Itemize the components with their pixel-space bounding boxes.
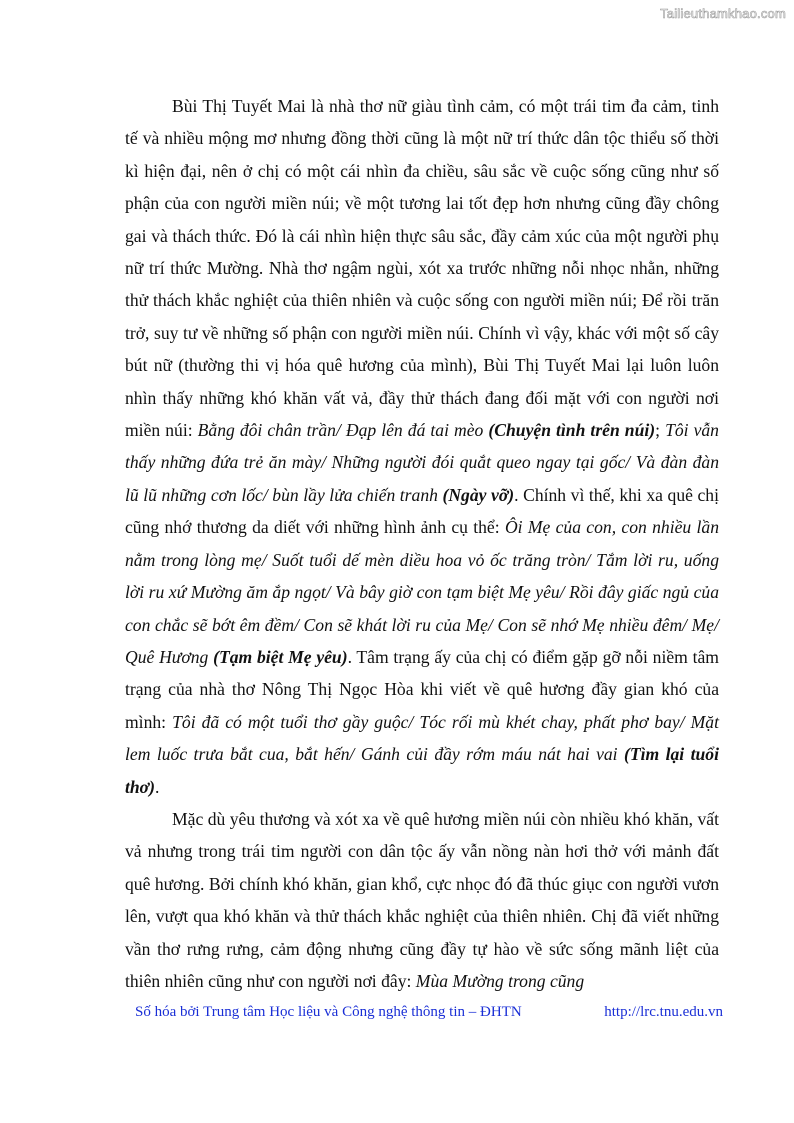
title-chuyen-tinh-tren-nui: (Chuyện tình trên núi) [488, 420, 656, 441]
text-run: Bùi Thị Tuyết Mai là nhà thơ nữ giàu tình cảm, có một trái tim đa cảm, tinh tế và nhiều mộng mơ nhưng đồng thời cũng là một nữ trí thức dân tộc thiểu số thời kì hiện đại, nên ở chị có một cái nhìn đa chiều, sâu sắc về cuộc sống cũng như số phận của con người miền núi; về một tương lai tốt đẹp hơn nhưng cũng đầy chông gai và thách thức. Đó là cái nhìn hiện thực sâu sắc, đầy cảm xúc của một người phụ nữ trí thức Mường. Nhà thơ ngậm ngùi, xót xa trước những nỗi nhọc nhằn, những thử thách khắc nghiệt của thiên nhiên và cuộc sống con người miền núi; Để rồi trăn trở, suy tư về những số phận con người miền núi. Chính vì vậy, khác với một số cây bút nữ (thường thi vị hóa quê hương của mình), Bùi Thị Tuyết Mai lại luôn luôn nhìn thấy những khó khăn vất vả, đầy thử thách đang đối mặt với con người nơi miền núi: [125, 96, 719, 441]
title-tim-lai-tuoi-tho: (Tìm lại tuổi thơ) [125, 744, 719, 797]
footer-url-link[interactable]: http://lrc.tnu.edu.vn [604, 1004, 723, 1020]
paragraph-1 [125, 90, 719, 803]
quote-mua-muong: Mùa Mường trong cũng [415, 970, 585, 991]
quote-ngay-vo: Tôi vẫn thấy những đứa trẻ ăn mày/ Những người đói quắt queo ngay tại gốc/ Và đàn đàn lũ lũ những cơn lốc/ bùn lầy lửa chiến tranh [125, 420, 719, 505]
title-tam-biet-me-yeu: (Tạm biệt Mẹ yêu) [213, 646, 348, 667]
quote-chuyen-tinh-tren-nui: Bằng đôi chân trần/ Đạp lên đá tai mèo [197, 420, 484, 441]
text-run: . [154, 776, 160, 797]
text-run: Mặc dù yêu thương và xót xa về quê hương miền núi còn nhiều khó khăn, vất vả nhưng trong trái tim người con dân tộc ấy vẫn nồng nàn hơi thở với mảnh đất quê hương. Bởi chính khó khăn, gian khổ, cực nhọc đó đã thúc giục con người vươn lên, vượt qua khó khăn và thử thách khắc nghiệt của thiên nhiên. Chị đã viết những vần thơ rưng rưng, cảm động nhưng cũng đầy tự hào về sức sống mãnh liệt của thiên nhiên cũng như con người nơi đây: [125, 808, 719, 991]
watermark: Tailieuthamkhao.com [660, 6, 786, 21]
quote-tim-lai-tuoi-tho: Tôi đã có một tuổi thơ gầy guộc/ Tóc rối mù khét chay, phất phơ bay/ Mặt lem luốc trưa bắt cua, bắt hến/ Gánh củi đầy rớm máu nát hai vai [125, 711, 719, 765]
paragraph-2 [125, 803, 719, 997]
document-body [125, 90, 719, 997]
quote-tam-biet-me-yeu: Ôi Mẹ của con, con nhiều lần nằm trong lòng mẹ/ Suốt tuổi dế mèn diều hoa vỏ ốc trăng tròn/ Tắm lời ru, uống lời ru xứ Mường ăm ắp ngọt/ Và bây giờ con tạm biệt Mẹ yêu/ Rồi đây giấc ngủ của con chắc sẽ bớt êm đềm/ Con sẽ khát lời ru của Mẹ/ Con sẽ nhớ Mẹ nhiều đêm/ Mẹ/ Quê Hương [125, 517, 719, 667]
text-run: . Tâm trạng ấy của chị có điểm gặp gỡ nỗi niềm tâm trạng của nhà thơ Nông Thị Ngọc Hòa khi viết về quê hương đầy gian khó của mình: [125, 646, 719, 732]
title-ngay-vo: (Ngày vỡ) [442, 484, 515, 505]
footer-digitization-credit: Số hóa bởi Trung tâm Học liệu và Công nghệ thông tin – ĐHTN [135, 1004, 522, 1020]
text-run: . Chính vì thế, khi xa quê chị cũng nhớ thương da diết với những hình ảnh cụ thể: [125, 484, 719, 538]
text-run: ; [655, 420, 666, 441]
